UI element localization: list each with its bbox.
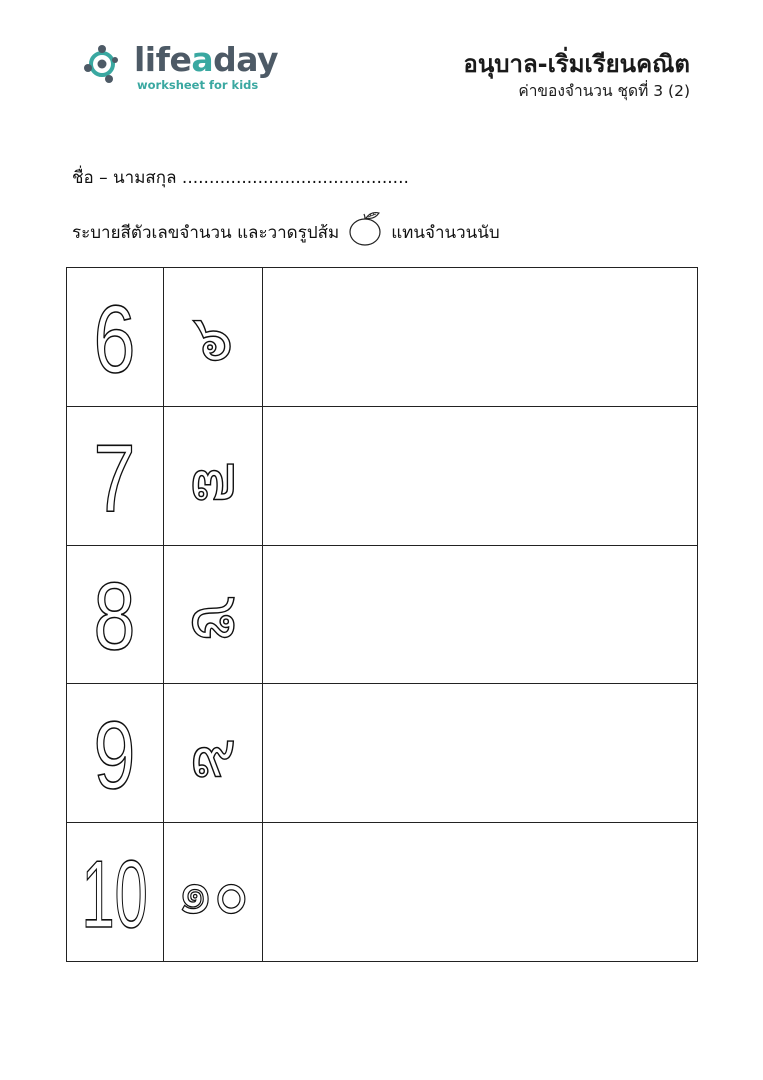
table-row (67, 406, 698, 545)
instruction-text: ระบายสีตัวเลขจำนวน และวาดรูปส้ม (72, 223, 340, 243)
lifeaday-logo (82, 38, 282, 98)
drawing-area[interactable] (263, 823, 698, 962)
page-subtitle: ค่าของจำนวน ชุดที่ 3 (2) (518, 82, 690, 100)
svg-text:๙: ๙ (189, 718, 237, 793)
thai-numeral (167, 282, 259, 392)
arabic-numeral-cell[interactable] (67, 545, 164, 684)
thai-numeral-cell[interactable] (164, 406, 263, 545)
svg-text:๘: ๘ (188, 579, 238, 654)
instruction-line (72, 215, 500, 251)
arabic-numeral-cell[interactable] (67, 268, 164, 407)
thai-numeral (167, 837, 259, 947)
table-row (67, 545, 698, 684)
logo-tagline: worksheet for kids (137, 78, 259, 92)
molecule-icon (82, 40, 130, 88)
svg-text:10: 10 (81, 840, 148, 948)
svg-text:๗: ๗ (188, 440, 238, 515)
svg-text:๖: ๖ (192, 301, 234, 376)
thai-numeral-cell[interactable] (164, 545, 263, 684)
svg-text:6: 6 (93, 286, 136, 392)
arabic-numeral (70, 421, 160, 531)
thai-numeral (167, 698, 259, 808)
arabic-numeral (70, 698, 160, 808)
table-row (67, 823, 698, 962)
table-row (67, 684, 698, 823)
arabic-numeral-cell[interactable] (67, 684, 164, 823)
svg-text:7: 7 (93, 424, 136, 531)
svg-text:๑๐: ๑๐ (177, 854, 249, 929)
arabic-numeral-cell[interactable] (67, 823, 164, 962)
svg-text:8: 8 (93, 563, 136, 670)
page-title: อนุบาล-เริ่มเรียนคณิต (463, 50, 690, 78)
table-row (67, 268, 698, 407)
drawing-area[interactable] (263, 545, 698, 684)
number-worksheet-table (66, 267, 698, 962)
thai-numeral-cell[interactable] (164, 684, 263, 823)
name-field-line: ชื่อ – นามสกุล .......................................... (72, 168, 409, 188)
instruction-text-end: แทนจำนวนนับ (391, 223, 500, 243)
arabic-numeral (70, 282, 160, 392)
thai-numeral (167, 559, 259, 669)
drawing-area[interactable] (263, 684, 698, 823)
thai-numeral-cell[interactable] (164, 823, 263, 962)
svg-text:9: 9 (93, 702, 136, 809)
thai-numeral (167, 421, 259, 531)
thai-numeral-cell[interactable] (164, 268, 263, 407)
arabic-numeral (70, 559, 160, 669)
arabic-numeral (70, 837, 160, 947)
drawing-area[interactable] (263, 406, 698, 545)
logo-wordmark: lifeaday (134, 40, 279, 79)
arabic-numeral-cell[interactable] (67, 406, 164, 545)
drawing-area[interactable] (263, 268, 698, 407)
orange-icon (347, 211, 385, 247)
